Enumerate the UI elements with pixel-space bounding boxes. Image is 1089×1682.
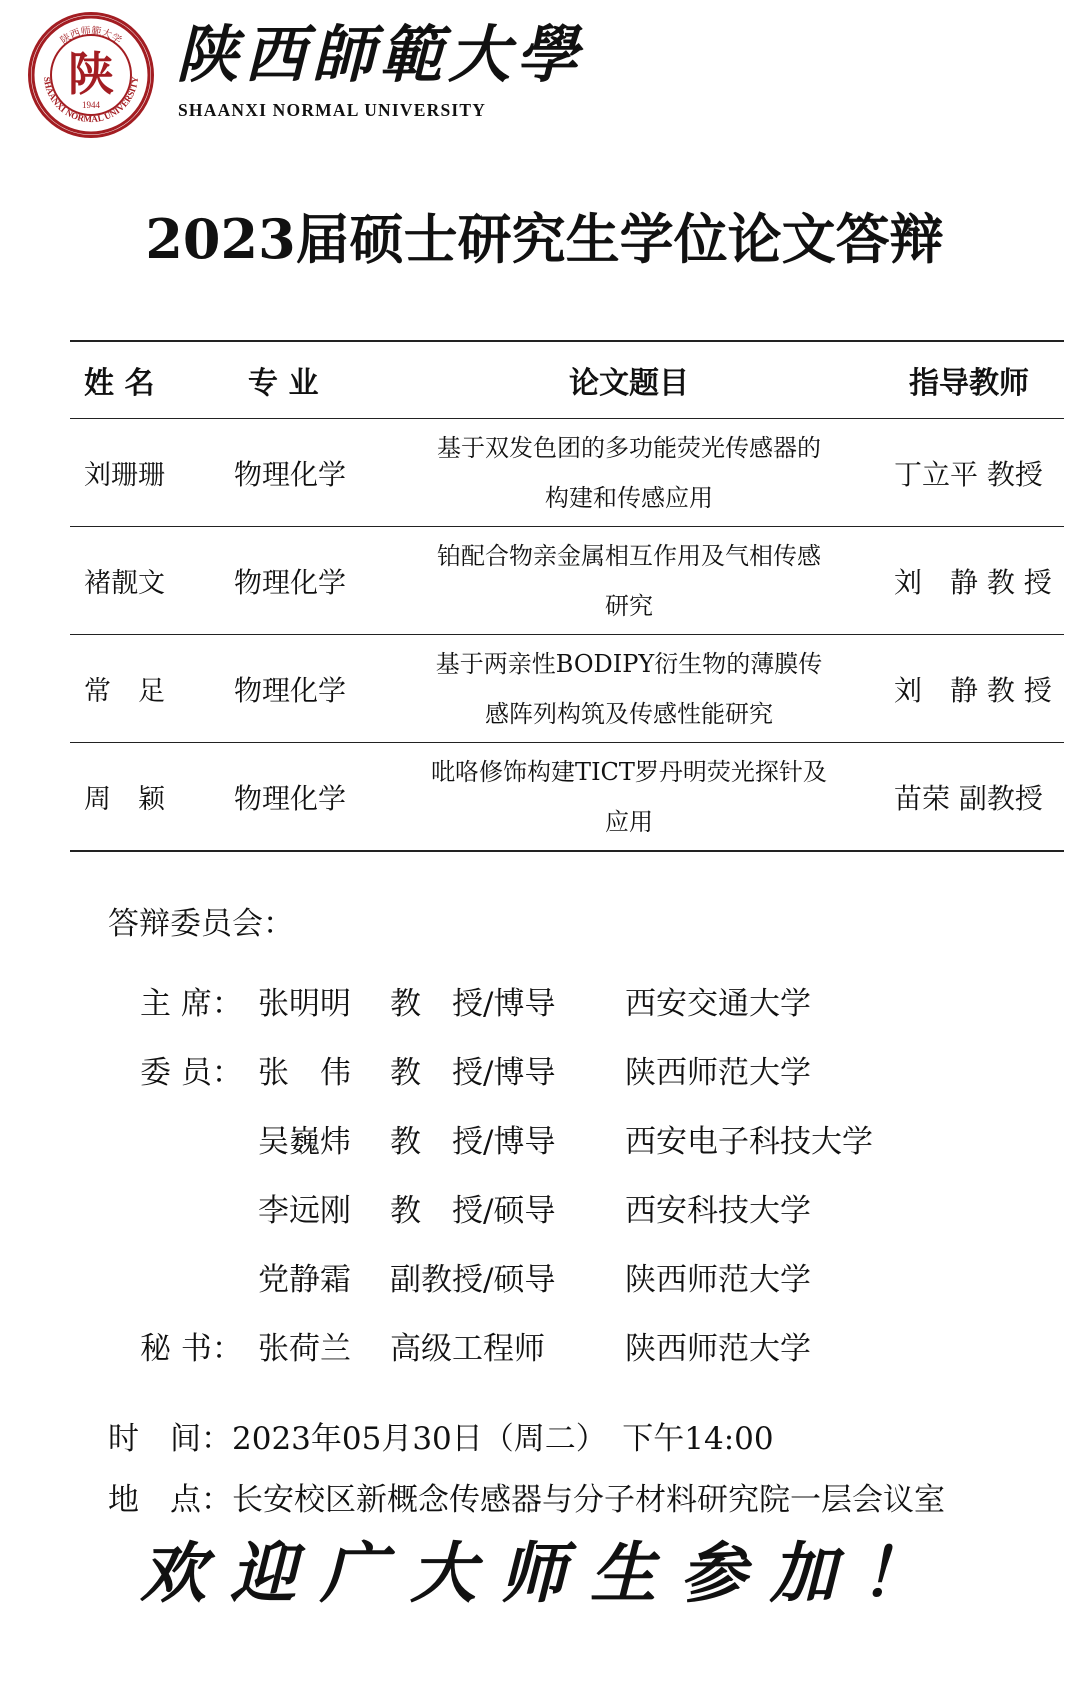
table-row xyxy=(70,635,1064,743)
defense-place: 地 点：长安校区新概念传感器与分子材料研究院一层会议室 xyxy=(108,1482,945,1518)
member-org: 西安电子科技大学 xyxy=(625,1124,873,1160)
thesis-title xyxy=(384,419,874,527)
advisor: 刘 静 教 授 xyxy=(874,635,1064,743)
member-title: 教 授/博导 xyxy=(390,986,556,1022)
member-role: 委 员： xyxy=(140,1055,243,1091)
thesis-title xyxy=(384,743,874,852)
defense-time: 时 间：2023年05月30日（周二） 下午14:00 xyxy=(108,1421,774,1457)
advisor: 苗荣 副教授 xyxy=(874,743,1064,852)
svg-text:SHAANXI NORMAL UNIVERSITY: SHAANXI NORMAL UNIVERSITY xyxy=(41,76,141,125)
member-title: 副教授/硕导 xyxy=(390,1262,556,1298)
member-name: 张荷兰 xyxy=(258,1331,351,1367)
member-name: 吴巍炜 xyxy=(258,1124,351,1160)
page-title: 2023届硕士研究生学位论文答辩 xyxy=(145,207,944,271)
advisor: 刘 静 教 授 xyxy=(874,527,1064,635)
table-row xyxy=(70,743,1064,852)
committee-heading: 答辩委员会： xyxy=(108,906,294,942)
thesis-title-line: 铂配合物亲金属相互作用及气相传感 xyxy=(437,541,821,570)
member-org: 陕西师范大学 xyxy=(625,1055,811,1091)
thesis-title-line: 应用 xyxy=(605,807,653,836)
thesis-title-line: 感阵列构筑及传感性能研究 xyxy=(485,699,773,728)
table-header-row xyxy=(70,341,1064,419)
member-role: 秘 书： xyxy=(140,1331,243,1367)
member-name: 党静霜 xyxy=(258,1262,351,1298)
member-org: 西安交通大学 xyxy=(625,986,811,1022)
header-title: 论文题目 xyxy=(384,341,874,419)
thesis-title xyxy=(384,527,874,635)
header-advisor: 指导教师 xyxy=(874,341,1064,419)
thesis-table xyxy=(70,340,1064,852)
member-title: 高级工程师 xyxy=(390,1331,545,1367)
student-name: 褚靓文 xyxy=(70,527,224,635)
member-org: 西安科技大学 xyxy=(625,1193,811,1229)
student-name: 周 颖 xyxy=(70,743,224,852)
thesis-title-line: 研究 xyxy=(605,591,653,620)
table-row xyxy=(70,419,1064,527)
major: 物理化学 xyxy=(224,419,384,527)
member-org: 陕西师范大学 xyxy=(625,1262,811,1298)
member-org: 陕西师范大学 xyxy=(625,1331,811,1367)
svg-text:陕西师範大学: 陕西师範大学 xyxy=(58,25,124,47)
member-title: 教 授/博导 xyxy=(390,1124,556,1160)
header-name: 姓 名 xyxy=(70,341,224,419)
member-role: 主 席： xyxy=(140,986,243,1022)
svg-text:1944: 1944 xyxy=(82,100,100,110)
student-name: 刘珊珊 xyxy=(70,419,224,527)
member-title: 教 授/硕导 xyxy=(390,1193,556,1229)
member-name: 张明明 xyxy=(258,986,351,1022)
university-name-cn: 陕西師範大學 xyxy=(176,18,585,91)
member-title: 教 授/博导 xyxy=(390,1055,556,1091)
welcome-banner: 欢迎广大师生参加！ xyxy=(140,1534,950,1612)
university-header xyxy=(28,12,628,142)
thesis-title xyxy=(384,635,874,743)
major: 物理化学 xyxy=(224,635,384,743)
university-name-en: SHAANXI NORMAL UNIVERSITY xyxy=(178,100,487,120)
university-seal-icon xyxy=(28,12,154,138)
member-name: 李远刚 xyxy=(258,1193,351,1229)
header-major: 专 业 xyxy=(224,341,384,419)
thesis-title-line: 基于两亲性BODIPY衍生物的薄膜传 xyxy=(435,649,823,678)
table-row xyxy=(70,527,1064,635)
thesis-title-line: 构建和传感应用 xyxy=(545,483,713,512)
thesis-title-line: 吡咯修饰构建TICT罗丹明荧光探针及 xyxy=(431,757,827,786)
major: 物理化学 xyxy=(224,527,384,635)
svg-text:陕: 陕 xyxy=(68,47,114,101)
major: 物理化学 xyxy=(224,743,384,852)
member-name: 张 伟 xyxy=(258,1055,351,1091)
student-name: 常 足 xyxy=(70,635,224,743)
thesis-title-line: 基于双发色团的多功能荧光传感器的 xyxy=(437,433,821,462)
advisor: 丁立平 教授 xyxy=(874,419,1064,527)
